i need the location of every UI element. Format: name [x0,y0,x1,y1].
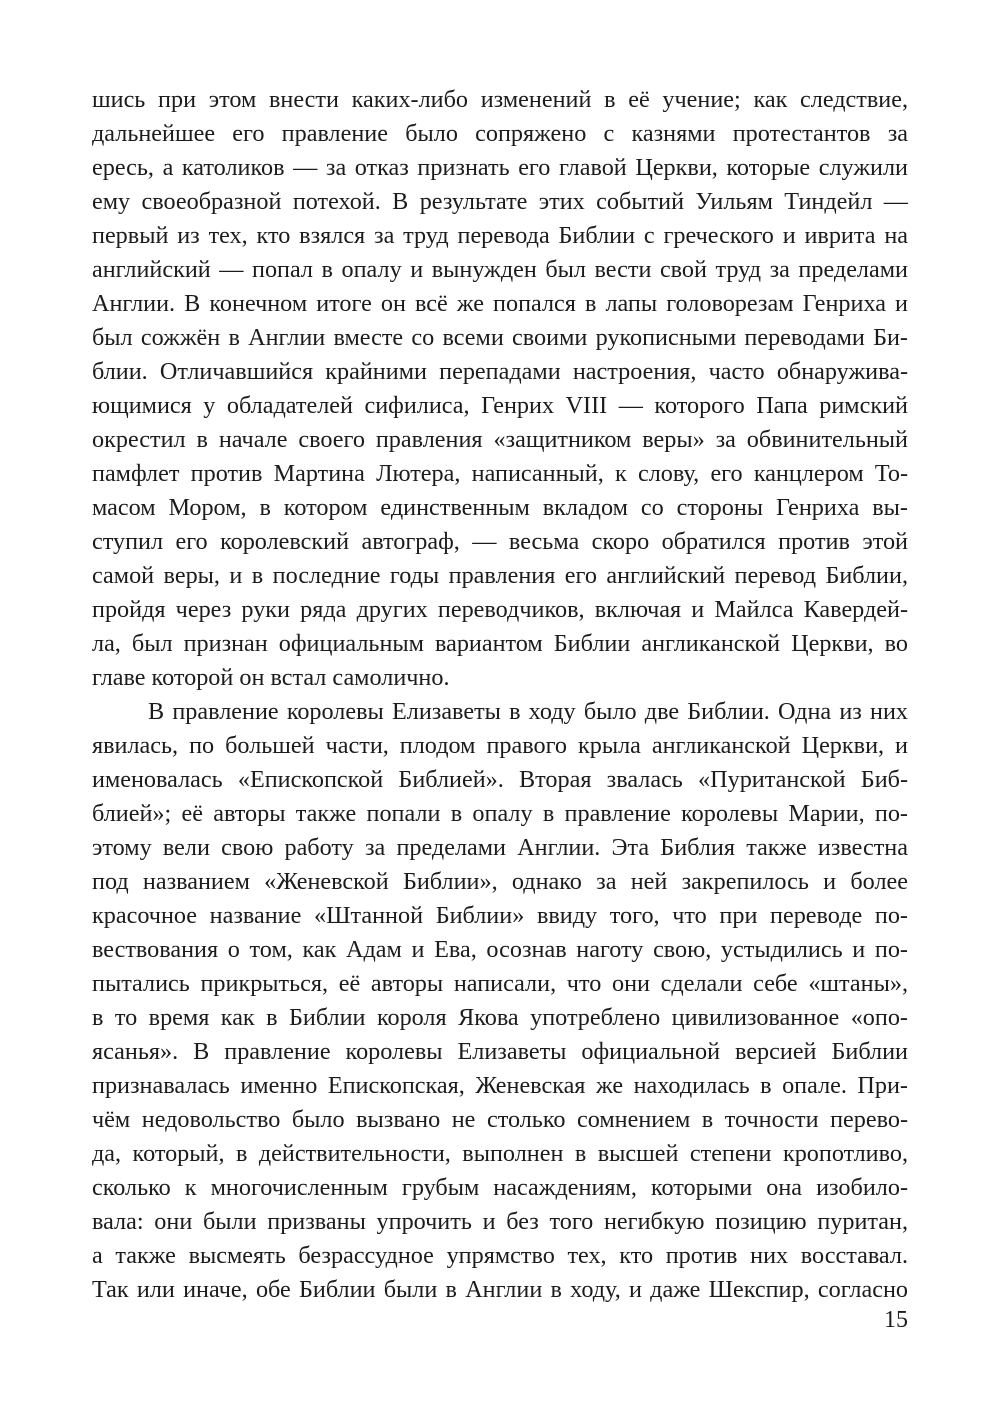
paragraph-2 [92,695,908,1307]
text-line: явилась, по большей части, плодом правого крыла англиканской Церкви, и [92,732,908,759]
text-line: шись при этом внести каких-либо изменений в её учение; как следствие, [92,86,908,113]
text-line: был сожжён в Англии вместе со всеми своими рукописными переводами Би- [92,324,908,351]
text-line: Так или иначе, обе Библии были в Англии в ходу, и даже Шекспир, согласно [92,1276,908,1303]
text-line: английский — попал в опалу и вынужден был вести свой труд за пределами [92,256,908,283]
text-line: окрестил в начале своего правления «защитником веры» за обвинительный [92,426,908,453]
paragraph-1 [92,83,908,695]
text-line: сколько к многочисленным грубым насаждениям, которыми она изобило- [92,1174,908,1201]
text-line: блии. Отличавшийся крайними перепадами настроения, часто обнаружива- [92,358,908,385]
text-line: этому вели свою работу за пределами Англии. Эта Библия также известна [92,834,908,861]
text-line: в то время как в Библии короля Якова употреблено цивилизованное «опо- [92,1004,908,1031]
text-line: а также высмеять безрассудное упрямство тех, кто против них восставал. [92,1242,908,1269]
text-line: Англии. В конечном итоге он всё же попался в лапы головорезам Генриха и [92,290,908,317]
text-line: под названием «Женевской Библии», однако за ней закрепилось и более [92,868,908,895]
text-line: ясанья». В правление королевы Елизаветы официальной версией Библии [92,1038,908,1065]
text-line: ющимися у обладателей сифилиса, Генрих VIII — которого Папа римский [92,392,908,419]
text-line: да, который, в действительности, выполнен в высшей степени кропотливо, [92,1140,908,1167]
text-line: красочное название «Штанной Библии» ввиду того, что при переводе по- [92,902,908,929]
page-number: 15 [884,1307,908,1333]
text-line: чём недовольство было вызвано не столько сомнением в точности перево- [92,1106,908,1133]
text-line: ла, был признан официальным вариантом Библии англиканской Церкви, во [92,630,908,657]
text-line: В правление королевы Елизаветы в ходу было две Библии. Одна из них [148,698,908,725]
text-line: первый из тех, кто взялся за труд перевода Библии с греческого и иврита на [92,222,908,249]
text-line: пройдя через руки ряда других переводчиков, включая и Майлса Кавердей- [92,596,908,623]
text-line: ступил его королевский автограф, — весьма скоро обратился против этой [92,528,908,555]
text-line: вествования о том, как Адам и Ева, осознав наготу свою, устыдились и по- [92,936,908,963]
text-line: блией»; её авторы также попали в опалу в правление королевы Марии, по- [92,800,908,827]
text-line: дальнейшее его правление было сопряжено с казнями протестантов за [92,120,908,147]
text-line: признавалась именно Епископская, Женевская же находилась в опале. При- [92,1072,908,1099]
text-line: ересь, а католиков — за отказ признать его главой Церкви, которые служили [92,154,908,181]
text-line: памфлет против Мартина Лютера, написанный, к слову, его канцлером То- [92,460,908,487]
text-line: именовалась «Епископской Библией». Вторая звалась «Пуританской Биб- [92,766,908,793]
text-line: самой веры, и в последние годы правления его английский перевод Библии, [92,562,908,589]
body-text [92,83,908,1307]
text-line: пытались прикрыться, её авторы написали, что они сделали себе «штаны», [92,970,908,997]
text-line: масом Мором, в котором единственным вкладом со стороны Генриха вы- [92,494,908,521]
text-line: главе которой он встал самолично. [92,664,450,691]
text-line: ему своеобразной потехой. В результате этих событий Уильям Тиндейл — [92,188,908,215]
text-line: вала: они были призваны упрочить и без того негибкую позицию пуритан, [92,1208,908,1235]
